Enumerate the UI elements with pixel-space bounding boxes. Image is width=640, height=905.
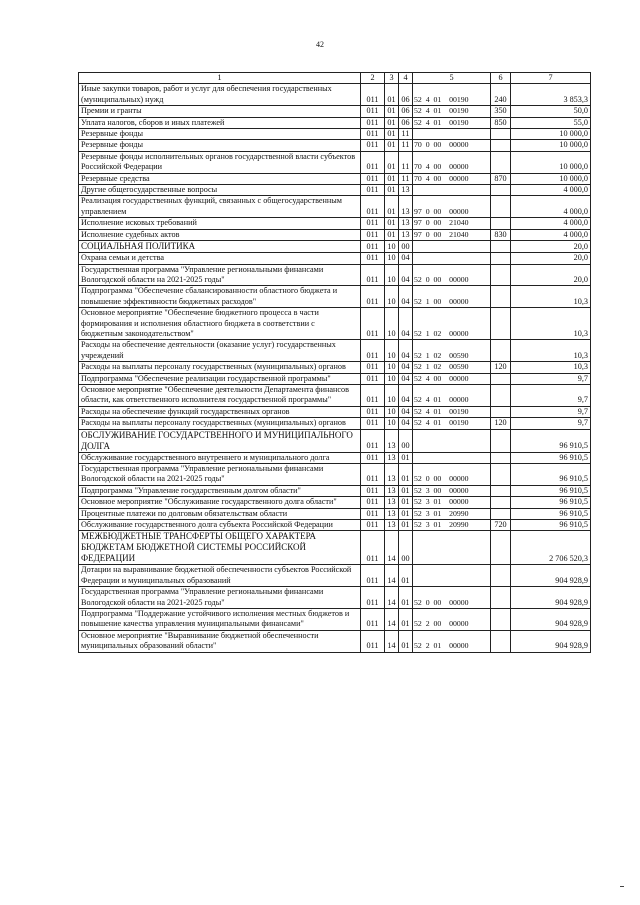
row-name-cell: Государственная программа "Управление региональными финансами Вологодской области на 2021-2025 годы" [79, 587, 361, 609]
header-cell: 6 [491, 73, 511, 84]
row-c4-cell: 04 [399, 253, 413, 264]
row-c7-cell: 96 910,5 [511, 429, 591, 452]
row-c5-cell: 52 3 01 00000 [413, 497, 491, 508]
row-c6-cell [491, 218, 511, 229]
row-name-cell: Резервные фонды [79, 129, 361, 140]
row-c3-cell: 10 [385, 373, 399, 384]
row-c3-cell: 14 [385, 587, 399, 609]
row-c7-cell: 9,7 [511, 406, 591, 417]
row-c4-cell: 04 [399, 373, 413, 384]
row-c6-cell [491, 196, 511, 218]
row-c4-cell: 00 [399, 241, 413, 253]
row-c4-cell: 01 [399, 520, 413, 531]
row-c6-cell [491, 497, 511, 508]
row-c6-cell: 120 [491, 362, 511, 373]
row-name-cell: Расходы на обеспечение функций государственных органов [79, 406, 361, 417]
row-c3-cell: 01 [385, 196, 399, 218]
row-c4-cell: 04 [399, 308, 413, 340]
row-name-cell: Подпрограмма "Обеспечение сбалансированности областного бюджета и повышение эффективности бюджетных расходов" [79, 286, 361, 308]
table-row [79, 340, 591, 362]
row-c2-cell: 011 [361, 264, 385, 286]
row-c2-cell: 011 [361, 151, 385, 173]
row-name-cell: Основное мероприятие "Обслуживание государственного долга области" [79, 497, 361, 508]
row-name-cell: Иные закупки товаров, работ и услуг для обеспечения государственных (муниципальных) нужд [79, 84, 361, 106]
row-c5-cell: 52 4 01 00190 [413, 418, 491, 429]
row-c2-cell: 011 [361, 609, 385, 631]
row-c7-cell: 10 000,0 [511, 140, 591, 151]
row-c5-cell [413, 452, 491, 463]
row-c3-cell: 14 [385, 630, 399, 652]
row-c5-cell [413, 253, 491, 264]
row-c2-cell: 011 [361, 229, 385, 240]
header-cell: 1 [79, 73, 361, 84]
table-row [79, 218, 591, 229]
row-c7-cell: 10,3 [511, 308, 591, 340]
row-c7-cell: 9,7 [511, 373, 591, 384]
row-c2-cell: 011 [361, 362, 385, 373]
row-c5-cell: 52 3 01 20990 [413, 508, 491, 519]
row-c7-cell: 4 000,0 [511, 218, 591, 229]
row-c4-cell: 13 [399, 218, 413, 229]
row-c3-cell: 10 [385, 286, 399, 308]
row-c3-cell: 01 [385, 140, 399, 151]
row-c6-cell [491, 151, 511, 173]
row-c6-cell: 870 [491, 173, 511, 184]
row-c7-cell: 10 000,0 [511, 173, 591, 184]
row-c6-cell [491, 587, 511, 609]
row-c2-cell: 011 [361, 196, 385, 218]
row-c5-cell: 52 3 01 20990 [413, 520, 491, 531]
row-c6-cell: 240 [491, 84, 511, 106]
table-row [79, 106, 591, 117]
row-c6-cell [491, 308, 511, 340]
row-c3-cell: 10 [385, 253, 399, 264]
row-c6-cell [491, 185, 511, 196]
table-row [79, 140, 591, 151]
row-c7-cell: 10 000,0 [511, 129, 591, 140]
row-c6-cell [491, 340, 511, 362]
row-c3-cell: 10 [385, 308, 399, 340]
row-name-cell: Расходы на выплаты персоналу государственных (муниципальных) органов [79, 418, 361, 429]
row-c7-cell: 10,3 [511, 340, 591, 362]
row-c6-cell [491, 406, 511, 417]
row-c3-cell: 13 [385, 520, 399, 531]
row-c3-cell: 01 [385, 173, 399, 184]
row-c6-cell [491, 129, 511, 140]
row-c3-cell: 01 [385, 84, 399, 106]
row-c7-cell: 96 910,5 [511, 497, 591, 508]
row-c5-cell: 97 0 00 21040 [413, 218, 491, 229]
table-row [79, 609, 591, 631]
row-name-cell: Основное мероприятие "Обеспечение деятельности Департамента финансов области, как ответственного исполнителя государственной программы" [79, 384, 361, 406]
row-c4-cell: 01 [399, 452, 413, 463]
row-c3-cell: 10 [385, 406, 399, 417]
row-c5-cell: 52 3 00 00000 [413, 485, 491, 496]
row-c2-cell: 011 [361, 308, 385, 340]
row-c7-cell: 3 853,3 [511, 84, 591, 106]
row-c3-cell: 10 [385, 264, 399, 286]
row-c4-cell: 01 [399, 565, 413, 587]
table-row [79, 485, 591, 496]
table-row [79, 196, 591, 218]
row-name-cell: ОБСЛУЖИВАНИЕ ГОСУДАРСТВЕННОГО И МУНИЦИПАЛЬНОГО ДОЛГА [79, 429, 361, 452]
row-c4-cell: 01 [399, 508, 413, 519]
row-c5-cell [413, 241, 491, 253]
row-c3-cell: 14 [385, 565, 399, 587]
row-c2-cell: 011 [361, 497, 385, 508]
table-row [79, 497, 591, 508]
row-c2-cell: 011 [361, 286, 385, 308]
table-row [79, 286, 591, 308]
row-c7-cell: 96 910,5 [511, 452, 591, 463]
row-c6-cell [491, 531, 511, 565]
row-c7-cell: 10,3 [511, 362, 591, 373]
row-c4-cell: 11 [399, 129, 413, 140]
table-row [79, 129, 591, 140]
row-c6-cell: 830 [491, 229, 511, 240]
row-c5-cell: 52 4 01 00190 [413, 406, 491, 417]
row-c2-cell: 011 [361, 418, 385, 429]
row-c4-cell: 01 [399, 587, 413, 609]
row-c4-cell: 01 [399, 464, 413, 486]
row-c2-cell: 011 [361, 241, 385, 253]
row-c6-cell [491, 464, 511, 486]
table-row [79, 508, 591, 519]
table-row [79, 362, 591, 373]
row-c2-cell: 011 [361, 140, 385, 151]
row-c7-cell: 55,0 [511, 117, 591, 128]
row-c5-cell [413, 531, 491, 565]
row-c6-cell [491, 384, 511, 406]
header-cell: 3 [385, 73, 399, 84]
row-c2-cell: 011 [361, 630, 385, 652]
header-cell: 7 [511, 73, 591, 84]
row-name-cell: Исполнение судебных актов [79, 229, 361, 240]
row-c5-cell: 52 1 02 00000 [413, 308, 491, 340]
row-c6-cell: 350 [491, 106, 511, 117]
row-name-cell: Подпрограмма "Управление государственным долгом области" [79, 485, 361, 496]
row-c2-cell: 011 [361, 587, 385, 609]
row-c4-cell: 04 [399, 340, 413, 362]
table-row [79, 151, 591, 173]
row-c3-cell: 01 [385, 185, 399, 196]
row-c2-cell: 011 [361, 340, 385, 362]
row-name-cell: Резервные фонды исполнительных органов государственной власти субъектов Российской Федерации [79, 151, 361, 173]
row-c2-cell: 011 [361, 84, 385, 106]
row-name-cell: Расходы на выплаты персоналу государственных (муниципальных) органов [79, 362, 361, 373]
row-name-cell: Резервные средства [79, 173, 361, 184]
row-c4-cell: 00 [399, 429, 413, 452]
row-c5-cell: 97 0 00 21040 [413, 229, 491, 240]
row-c6-cell [491, 241, 511, 253]
table-row [79, 373, 591, 384]
header-cell: 2 [361, 73, 385, 84]
table-header-row [79, 73, 591, 84]
row-c3-cell: 14 [385, 531, 399, 565]
row-c3-cell: 10 [385, 362, 399, 373]
row-c2-cell: 011 [361, 452, 385, 463]
row-c3-cell: 01 [385, 229, 399, 240]
row-name-cell: Уплата налогов, сборов и иных платежей [79, 117, 361, 128]
row-c2-cell: 011 [361, 253, 385, 264]
row-name-cell: Государственная программа "Управление региональными финансами Вологодской области на 2021-2025 годы" [79, 264, 361, 286]
row-c5-cell: 70 4 00 00000 [413, 151, 491, 173]
row-name-cell: Исполнение исковых требований [79, 218, 361, 229]
row-c6-cell [491, 452, 511, 463]
row-c5-cell: 70 4 00 00000 [413, 173, 491, 184]
row-c7-cell: 20,0 [511, 241, 591, 253]
row-name-cell: Расходы на обеспечение деятельности (оказание услуг) государственных учреждений [79, 340, 361, 362]
table-row [79, 308, 591, 340]
row-name-cell: Подпрограмма "Поддержание устойчивого исполнения местных бюджетов и повышение качества управления муниципальными финансами" [79, 609, 361, 631]
row-c2-cell: 011 [361, 185, 385, 196]
row-c4-cell: 00 [399, 531, 413, 565]
row-c6-cell [491, 286, 511, 308]
row-c4-cell: 04 [399, 286, 413, 308]
row-c4-cell: 13 [399, 185, 413, 196]
row-c2-cell: 011 [361, 508, 385, 519]
row-c6-cell [491, 264, 511, 286]
row-c2-cell: 011 [361, 117, 385, 128]
row-c6-cell: 720 [491, 520, 511, 531]
table-row [79, 264, 591, 286]
row-c3-cell: 01 [385, 117, 399, 128]
row-c7-cell: 9,7 [511, 384, 591, 406]
row-c2-cell: 011 [361, 565, 385, 587]
row-c5-cell: 52 0 00 00000 [413, 464, 491, 486]
row-name-cell: Обслуживание государственного долга субъекта Российской Федерации [79, 520, 361, 531]
row-c5-cell: 97 0 00 00000 [413, 196, 491, 218]
row-c5-cell: 52 0 00 00000 [413, 264, 491, 286]
row-name-cell: Премии и гранты [79, 106, 361, 117]
table-row [79, 587, 591, 609]
row-c3-cell: 01 [385, 106, 399, 117]
row-c6-cell: 850 [491, 117, 511, 128]
row-name-cell: Другие общегосударственные вопросы [79, 185, 361, 196]
row-c7-cell: 904 928,9 [511, 587, 591, 609]
row-c4-cell: 11 [399, 151, 413, 173]
row-c4-cell: 01 [399, 630, 413, 652]
table-row [79, 229, 591, 240]
row-c7-cell: 904 928,9 [511, 609, 591, 631]
row-c4-cell: 06 [399, 117, 413, 128]
row-c5-cell: 52 4 01 00190 [413, 106, 491, 117]
table-row [79, 84, 591, 106]
row-c7-cell: 4 000,0 [511, 185, 591, 196]
row-c4-cell: 01 [399, 497, 413, 508]
table-row [79, 464, 591, 486]
table-row [79, 384, 591, 406]
row-c4-cell: 04 [399, 418, 413, 429]
row-c7-cell: 904 928,9 [511, 565, 591, 587]
row-c6-cell [491, 253, 511, 264]
row-name-cell: Резервные фонды [79, 140, 361, 151]
row-c7-cell: 4 000,0 [511, 196, 591, 218]
row-name-cell: Государственная программа "Управление региональными финансами Вологодской области на 2021-2025 годы" [79, 464, 361, 486]
row-c6-cell [491, 565, 511, 587]
row-c6-cell [491, 140, 511, 151]
scan-mark [620, 886, 624, 887]
row-c7-cell: 96 910,5 [511, 464, 591, 486]
row-name-cell: Охрана семьи и детства [79, 253, 361, 264]
row-c5-cell: 70 0 00 00000 [413, 140, 491, 151]
row-c5-cell [413, 129, 491, 140]
row-name-cell: Дотации на выравнивание бюджетной обеспеченности субъектов Российской Федерации и муниципальных образований [79, 565, 361, 587]
row-c4-cell: 11 [399, 140, 413, 151]
row-c5-cell: 52 0 00 00000 [413, 587, 491, 609]
page-number: 42 [316, 40, 324, 49]
row-c3-cell: 01 [385, 129, 399, 140]
row-c3-cell: 14 [385, 609, 399, 631]
table-row [79, 241, 591, 253]
row-c6-cell [491, 485, 511, 496]
row-c5-cell: 52 2 01 00000 [413, 630, 491, 652]
row-c2-cell: 011 [361, 429, 385, 452]
row-c4-cell: 01 [399, 609, 413, 631]
row-c4-cell: 04 [399, 264, 413, 286]
row-c2-cell: 011 [361, 520, 385, 531]
row-c3-cell: 10 [385, 418, 399, 429]
row-c5-cell: 52 1 00 00000 [413, 286, 491, 308]
row-c7-cell: 2 706 520,3 [511, 531, 591, 565]
table-row [79, 173, 591, 184]
row-c2-cell: 011 [361, 406, 385, 417]
row-c4-cell: 04 [399, 362, 413, 373]
row-c4-cell: 13 [399, 196, 413, 218]
row-c4-cell: 04 [399, 406, 413, 417]
row-c3-cell: 13 [385, 508, 399, 519]
row-name-cell: МЕЖБЮДЖЕТНЫЕ ТРАНСФЕРТЫ ОБЩЕГО ХАРАКТЕРА БЮДЖЕТАМ БЮДЖЕТНОЙ СИСТЕМЫ РОССИЙСКОЙ ФЕДЕРАЦИИ [79, 531, 361, 565]
row-name-cell: Обслуживание государственного внутреннего и муниципального долга [79, 452, 361, 463]
table-row [79, 406, 591, 417]
row-c3-cell: 01 [385, 151, 399, 173]
row-c2-cell: 011 [361, 106, 385, 117]
row-c5-cell: 52 4 01 00190 [413, 117, 491, 128]
table-row [79, 452, 591, 463]
row-c7-cell: 96 910,5 [511, 485, 591, 496]
row-name-cell: Основное мероприятие "Обеспечение бюджетного процесса в части формирования и исполнения областного бюджета в соответствии с бюджетным законодательством" [79, 308, 361, 340]
row-c4-cell: 11 [399, 173, 413, 184]
row-c5-cell: 52 4 01 00000 [413, 384, 491, 406]
row-c4-cell: 04 [399, 384, 413, 406]
row-c2-cell: 011 [361, 485, 385, 496]
row-c2-cell: 011 [361, 373, 385, 384]
row-c6-cell [491, 373, 511, 384]
table-row [79, 531, 591, 565]
row-c5-cell: 52 2 00 00000 [413, 609, 491, 631]
table-row [79, 520, 591, 531]
table-row [79, 630, 591, 652]
row-c6-cell [491, 429, 511, 452]
row-c3-cell: 13 [385, 452, 399, 463]
row-name-cell: Реализация государственных функций, связанных с общегосударственным управлением [79, 196, 361, 218]
table-row [79, 418, 591, 429]
row-c3-cell: 13 [385, 485, 399, 496]
row-name-cell: СОЦИАЛЬНАЯ ПОЛИТИКА [79, 241, 361, 253]
row-c7-cell: 9,7 [511, 418, 591, 429]
row-c3-cell: 10 [385, 340, 399, 362]
row-c7-cell: 20,0 [511, 253, 591, 264]
table-row [79, 185, 591, 196]
table-row [79, 253, 591, 264]
table-row [79, 429, 591, 452]
row-c3-cell: 10 [385, 384, 399, 406]
row-c7-cell: 4 000,0 [511, 229, 591, 240]
row-c3-cell: 13 [385, 464, 399, 486]
row-c5-cell [413, 565, 491, 587]
table-row [79, 565, 591, 587]
row-c7-cell: 50,0 [511, 106, 591, 117]
row-c5-cell: 52 1 02 00590 [413, 362, 491, 373]
budget-table [78, 72, 591, 653]
row-name-cell: Подпрограмма "Обеспечение реализации государственной программы" [79, 373, 361, 384]
row-c2-cell: 011 [361, 384, 385, 406]
row-c2-cell: 011 [361, 464, 385, 486]
row-c4-cell: 01 [399, 485, 413, 496]
row-c6-cell [491, 508, 511, 519]
row-c7-cell: 20,0 [511, 264, 591, 286]
row-c2-cell: 011 [361, 531, 385, 565]
row-c4-cell: 06 [399, 84, 413, 106]
row-c7-cell: 904 928,9 [511, 630, 591, 652]
row-c4-cell: 06 [399, 106, 413, 117]
row-c2-cell: 011 [361, 218, 385, 229]
row-c5-cell [413, 429, 491, 452]
table-row [79, 117, 591, 128]
row-c2-cell: 011 [361, 173, 385, 184]
row-c3-cell: 10 [385, 241, 399, 253]
header-cell: 5 [413, 73, 491, 84]
row-c5-cell: 52 1 02 00590 [413, 340, 491, 362]
row-c7-cell: 10 000,0 [511, 151, 591, 173]
header-cell: 4 [399, 73, 413, 84]
row-c6-cell [491, 630, 511, 652]
row-name-cell: Процентные платежи по долговым обязательствам области [79, 508, 361, 519]
row-c5-cell: 52 4 00 00000 [413, 373, 491, 384]
row-c3-cell: 13 [385, 497, 399, 508]
row-c3-cell: 01 [385, 218, 399, 229]
row-c3-cell: 13 [385, 429, 399, 452]
row-c5-cell: 52 4 01 00190 [413, 84, 491, 106]
row-c4-cell: 13 [399, 229, 413, 240]
row-name-cell: Основное мероприятие "Выравнивание бюджетной обеспеченности муниципальных образований области" [79, 630, 361, 652]
row-c2-cell: 011 [361, 129, 385, 140]
row-c7-cell: 10,3 [511, 286, 591, 308]
row-c7-cell: 96 910,5 [511, 520, 591, 531]
row-c7-cell: 96 910,5 [511, 508, 591, 519]
row-c6-cell [491, 609, 511, 631]
row-c5-cell [413, 185, 491, 196]
row-c6-cell: 120 [491, 418, 511, 429]
